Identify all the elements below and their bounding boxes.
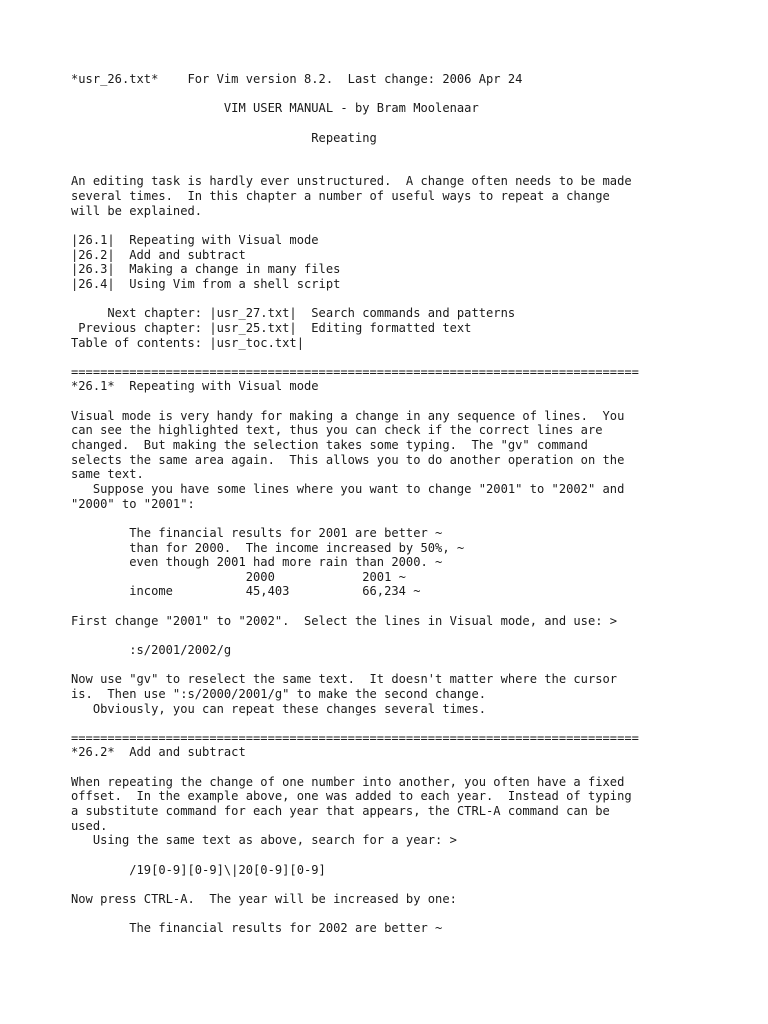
body-line: used. (71, 818, 108, 833)
manual-title: VIM USER MANUAL - by Bram Moolenaar (71, 101, 479, 116)
intro-line: will be explained. (71, 203, 203, 218)
body-line: can see the highlighted text, thus you can check if the correct lines are (71, 423, 603, 438)
blank-line (71, 848, 761, 863)
blank-line (71, 907, 761, 922)
blank-line (71, 292, 761, 307)
example-line: than for 2000. The income increased by 50%, ~ (71, 540, 465, 555)
body-line: Visual mode is very handy for making a change in any sequence of lines. You (71, 408, 625, 423)
table-of-contents-link[interactable]: Table of contents: |usr_toc.txt| (71, 335, 304, 350)
body-line: a substitute command for each year that appears, the CTRL-A command can be (71, 804, 610, 819)
command-example: :s/2001/2002/g (71, 642, 232, 657)
body-line: First change "2001" to "2002". Select the lines in Visual mode, and use: > (71, 613, 618, 628)
blank-line (71, 218, 761, 233)
blank-line (71, 628, 761, 643)
intro-line: several times. In this chapter a number of useful ways to repeat a change (71, 189, 610, 204)
blank-line (71, 877, 761, 892)
body-line: Suppose you have some lines where you want to change "2001" to "2002" and (71, 481, 625, 496)
body-line: Now press CTRL-A. The year will be increased by one: (71, 891, 457, 906)
section-divider: ============================================================================== (71, 730, 639, 745)
example-line: even though 2001 had more rain than 2000. ~ (71, 555, 443, 570)
manual-text (71, 72, 761, 936)
blank-line (71, 116, 761, 131)
section-heading-26-1: *26.1* Repeating with Visual mode (71, 379, 319, 394)
toc-entry-26-1[interactable]: |26.1| Repeating with Visual mode (71, 233, 319, 248)
intro-line: An editing task is hardly ever unstructured. A change often needs to be made (71, 174, 632, 189)
blank-line (71, 145, 761, 160)
example-line: 2000 2001 ~ (71, 569, 406, 584)
body-line: "2000" to "2001": (71, 496, 195, 511)
chapter-title: Repeating (71, 130, 377, 145)
example-line: The financial results for 2001 are better ~ (71, 525, 443, 540)
toc-entry-26-2[interactable]: |26.2| Add and subtract (71, 247, 246, 262)
blank-line (71, 599, 761, 614)
example-line: The financial results for 2002 are better ~ (71, 921, 443, 936)
body-line: changed. But making the selection takes some typing. The "gv" command (71, 438, 588, 453)
body-line: Obviously, you can repeat these changes several times. (71, 701, 487, 716)
section-divider: ============================================================================== (71, 364, 639, 379)
previous-chapter-link[interactable]: Previous chapter: |usr_25.txt| Editing formatted text (71, 320, 472, 335)
blank-line (71, 511, 761, 526)
example-line: income 45,403 66,234 ~ (71, 584, 421, 599)
body-line: Using the same text as above, search for a year: > (71, 833, 457, 848)
toc-entry-26-4[interactable]: |26.4| Using Vim from a shell script (71, 276, 341, 291)
blank-line (71, 350, 761, 365)
blank-line (71, 160, 761, 175)
blank-line (71, 760, 761, 775)
blank-line (71, 394, 761, 409)
command-example: /19[0-9][0-9]\|20[0-9][0-9] (71, 862, 326, 877)
toc-entry-26-3[interactable]: |26.3| Making a change in many files (71, 262, 341, 277)
blank-line (71, 658, 761, 673)
blank-line (71, 716, 761, 731)
section-heading-26-2: *26.2* Add and subtract (71, 745, 246, 760)
body-line: Now use "gv" to reselect the same text. It doesn't matter where the cursor (71, 672, 618, 687)
body-line: same text. (71, 467, 144, 482)
body-line: When repeating the change of one number into another, you often have a fixed (71, 774, 625, 789)
next-chapter-link[interactable]: Next chapter: |usr_27.txt| Search commands and patterns (71, 306, 516, 321)
body-line: offset. In the example above, one was added to each year. Instead of typing (71, 789, 632, 804)
body-line: selects the same area again. This allows you to do another operation on the (71, 452, 625, 467)
blank-line (71, 87, 761, 102)
body-line: is. Then use ":s/2000/2001/g" to make the second change. (71, 686, 487, 701)
header-line: *usr_26.txt* For Vim version 8.2. Last change: 2006 Apr 24 (71, 72, 523, 86)
